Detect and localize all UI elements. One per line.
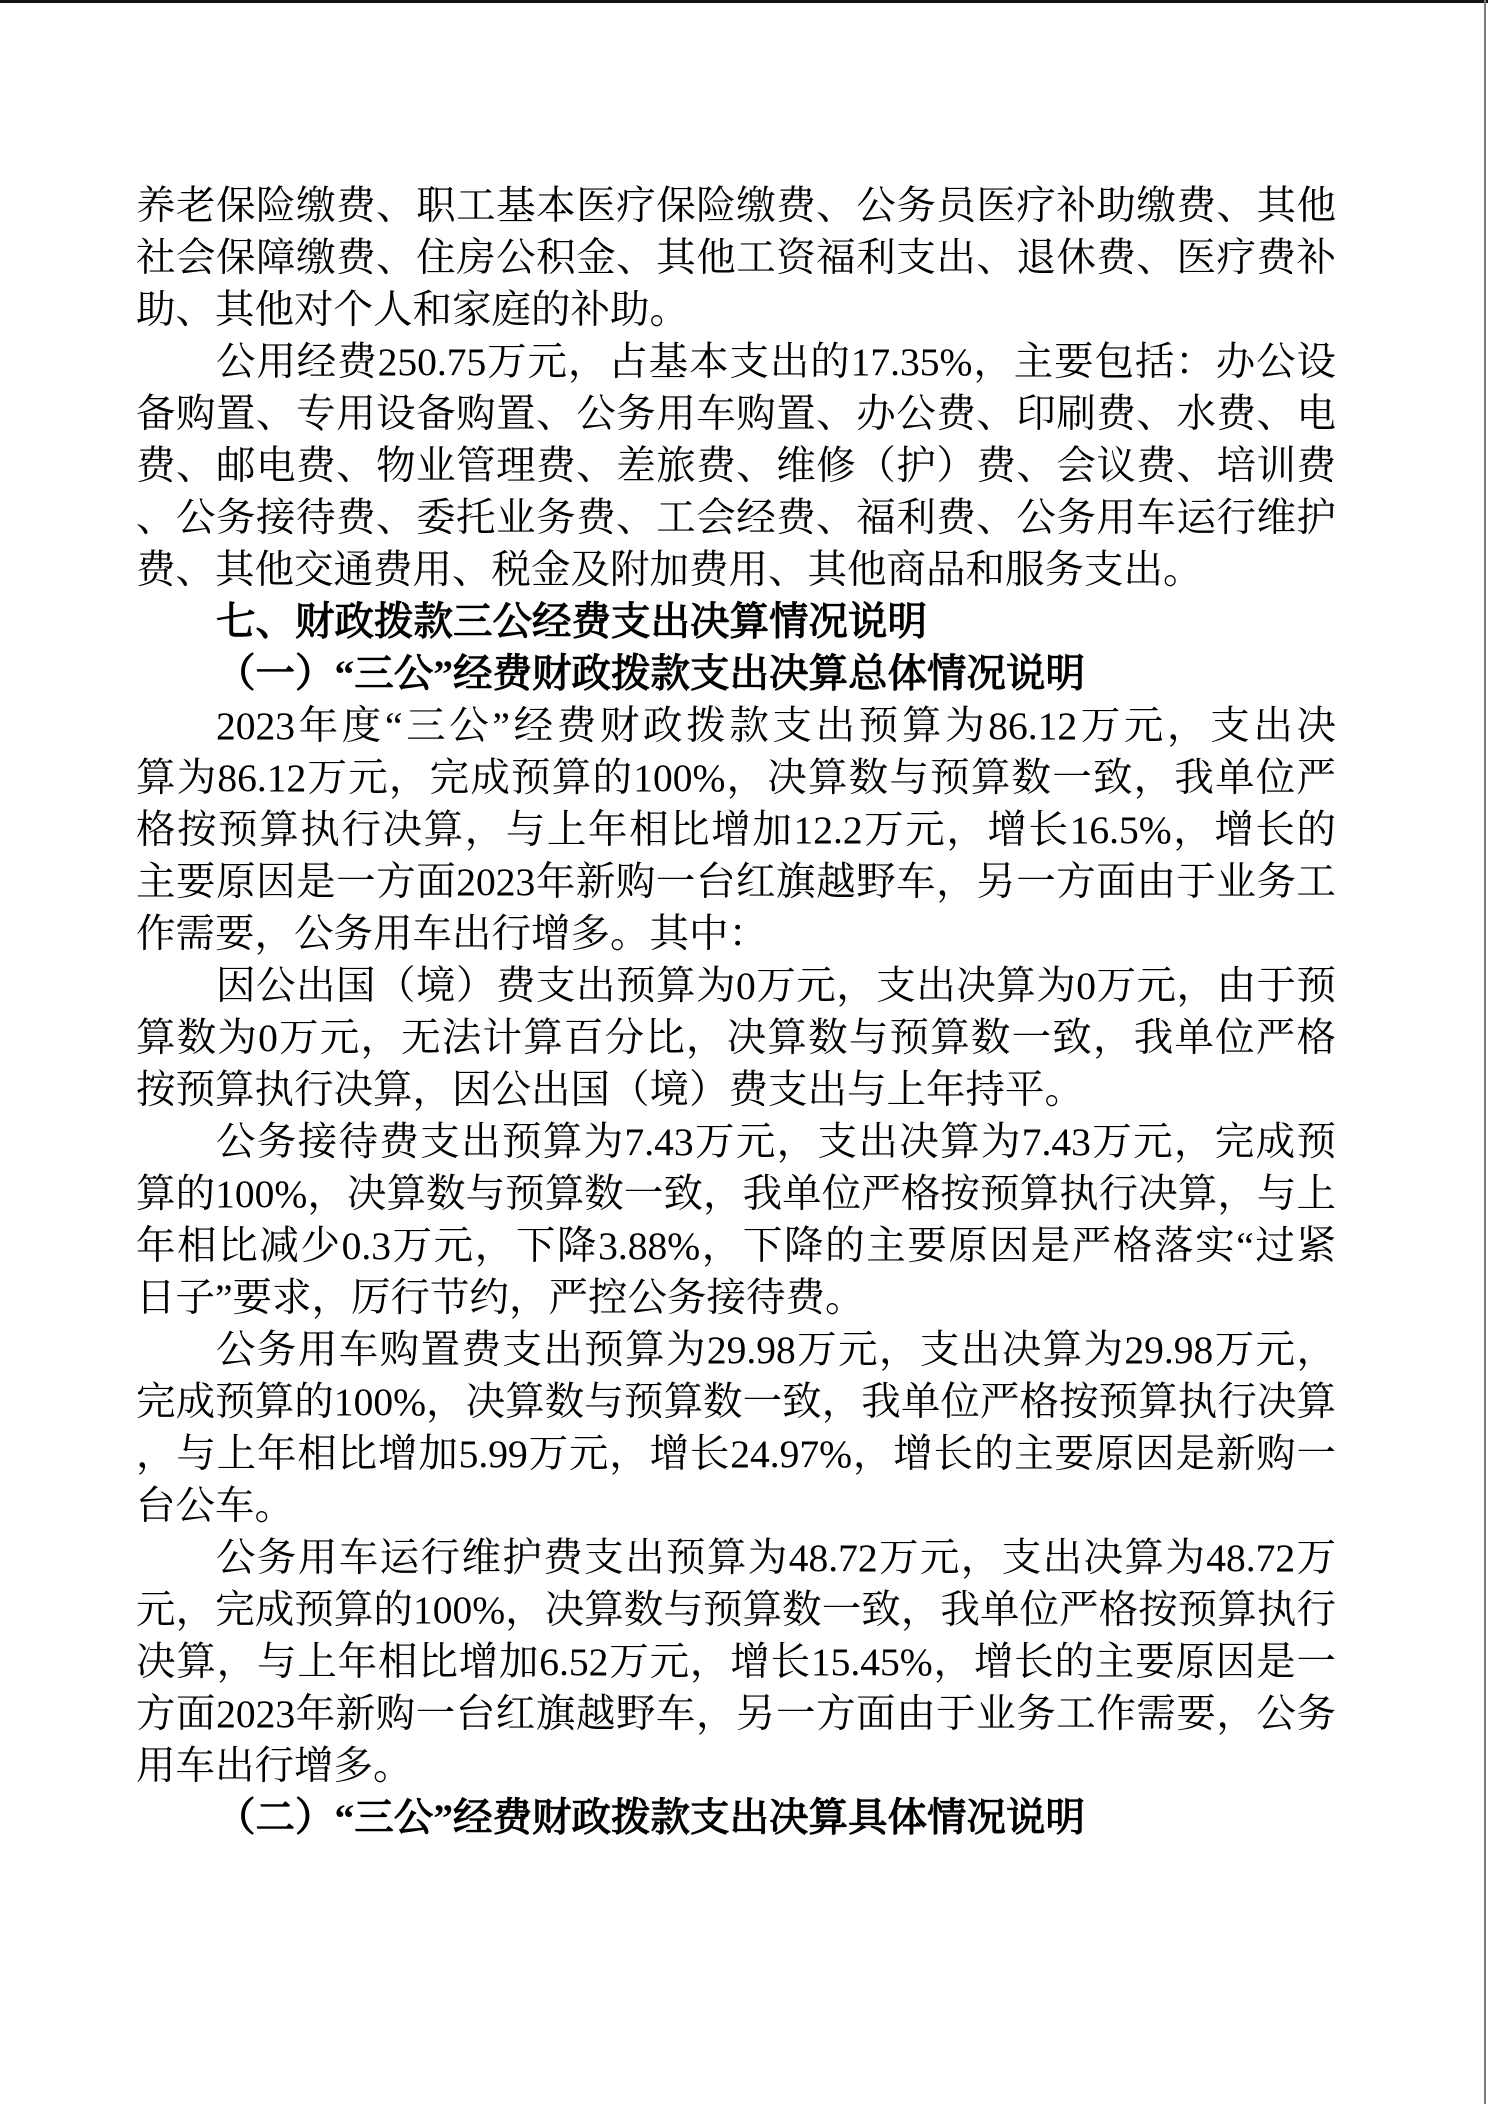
page-right-border <box>1484 0 1486 2104</box>
heading-line: （一）“三公”经费财政拨款支出决算总体情况说明 <box>216 652 1085 696</box>
text-line: 年相比减少0.3万元，下降3.88%，下降的主要原因是严格落实“过紧 <box>136 1224 1336 1268</box>
text-line: 算数为0万元，无法计算百分比，决算数与预算数一致，我单位严格 <box>136 1016 1336 1060</box>
text-line: 方面2023年新购一台红旗越野车，另一方面由于业务工作需要，公务 <box>136 1692 1336 1736</box>
text-line: 助、其他对个人和家庭的补助。 <box>136 288 689 332</box>
text-line: 公用经费250.75万元，占基本支出的17.35%，主要包括：办公设 <box>216 340 1336 384</box>
text-line: 公务用车运行维护费支出预算为48.72万元，支出决算为48.72万 <box>216 1536 1336 1580</box>
text-line: 完成预算的100%，决算数与预算数一致，我单位严格按预算执行决算 <box>136 1380 1336 1424</box>
text-line: 养老保险缴费、职工基本医疗保险缴费、公务员医疗补助缴费、其他 <box>136 184 1336 228</box>
text-line: 备购置、专用设备购置、公务用车购置、办公费、印刷费、水费、电 <box>136 392 1336 436</box>
text-line: 日子”要求，厉行节约，严控公务接待费。 <box>136 1276 865 1320</box>
text-line: 因公出国（境）费支出预算为0万元，支出决算为0万元，由于预 <box>216 964 1336 1008</box>
heading-line: （二）“三公”经费财政拨款支出决算具体情况说明 <box>216 1796 1085 1840</box>
text-line: 算为86.12万元，完成预算的100%，决算数与预算数一致，我单位严 <box>136 756 1336 800</box>
text-line: 公务接待费支出预算为7.43万元，支出决算为7.43万元，完成预 <box>216 1120 1336 1164</box>
text-line: 台公车。 <box>136 1484 294 1528</box>
text-line: 用车出行增多。 <box>136 1744 413 1788</box>
text-line: 作需要，公务用车出行增多。其中： <box>136 912 768 956</box>
text-line: 公务用车购置费支出预算为29.98万元，支出决算为29.98万元， <box>216 1328 1336 1372</box>
text-line: 、公务接待费、委托业务费、工会经费、福利费、公务用车运行维护 <box>136 496 1336 540</box>
text-line: 主要原因是一方面2023年新购一台红旗越野车，另一方面由于业务工 <box>136 860 1336 904</box>
text-line: 格按预算执行决算，与上年相比增加12.2万元，增长16.5%，增长的 <box>136 808 1336 852</box>
text-line: 费、邮电费、物业管理费、差旅费、维修（护）费、会议费、培训费 <box>136 444 1336 488</box>
text-line: 元，完成预算的100%，决算数与预算数一致，我单位严格按预算执行 <box>136 1588 1336 1632</box>
text-line: 费、其他交通费用、税金及附加费用、其他商品和服务支出。 <box>136 548 1203 592</box>
text-line: 算的100%，决算数与预算数一致，我单位严格按预算执行决算，与上 <box>136 1172 1336 1216</box>
text-line: 按预算执行决算，因公出国（境）费支出与上年持平。 <box>136 1068 1084 1112</box>
heading-line: 七、财政拨款三公经费支出决算情况说明 <box>216 600 927 644</box>
text-line: 社会保障缴费、住房公积金、其他工资福利支出、退休费、医疗费补 <box>136 236 1336 280</box>
text-line: ，与上年相比增加5.99万元，增长24.97%，增长的主要原因是新购一 <box>136 1432 1336 1476</box>
text-line: 2023年度“三公”经费财政拨款支出预算为86.12万元，支出决 <box>216 704 1336 748</box>
page-top-border <box>0 0 1488 3</box>
text-line: 决算，与上年相比增加6.52万元，增长15.45%，增长的主要原因是一 <box>136 1640 1336 1684</box>
document-text-block <box>136 180 1336 1844</box>
